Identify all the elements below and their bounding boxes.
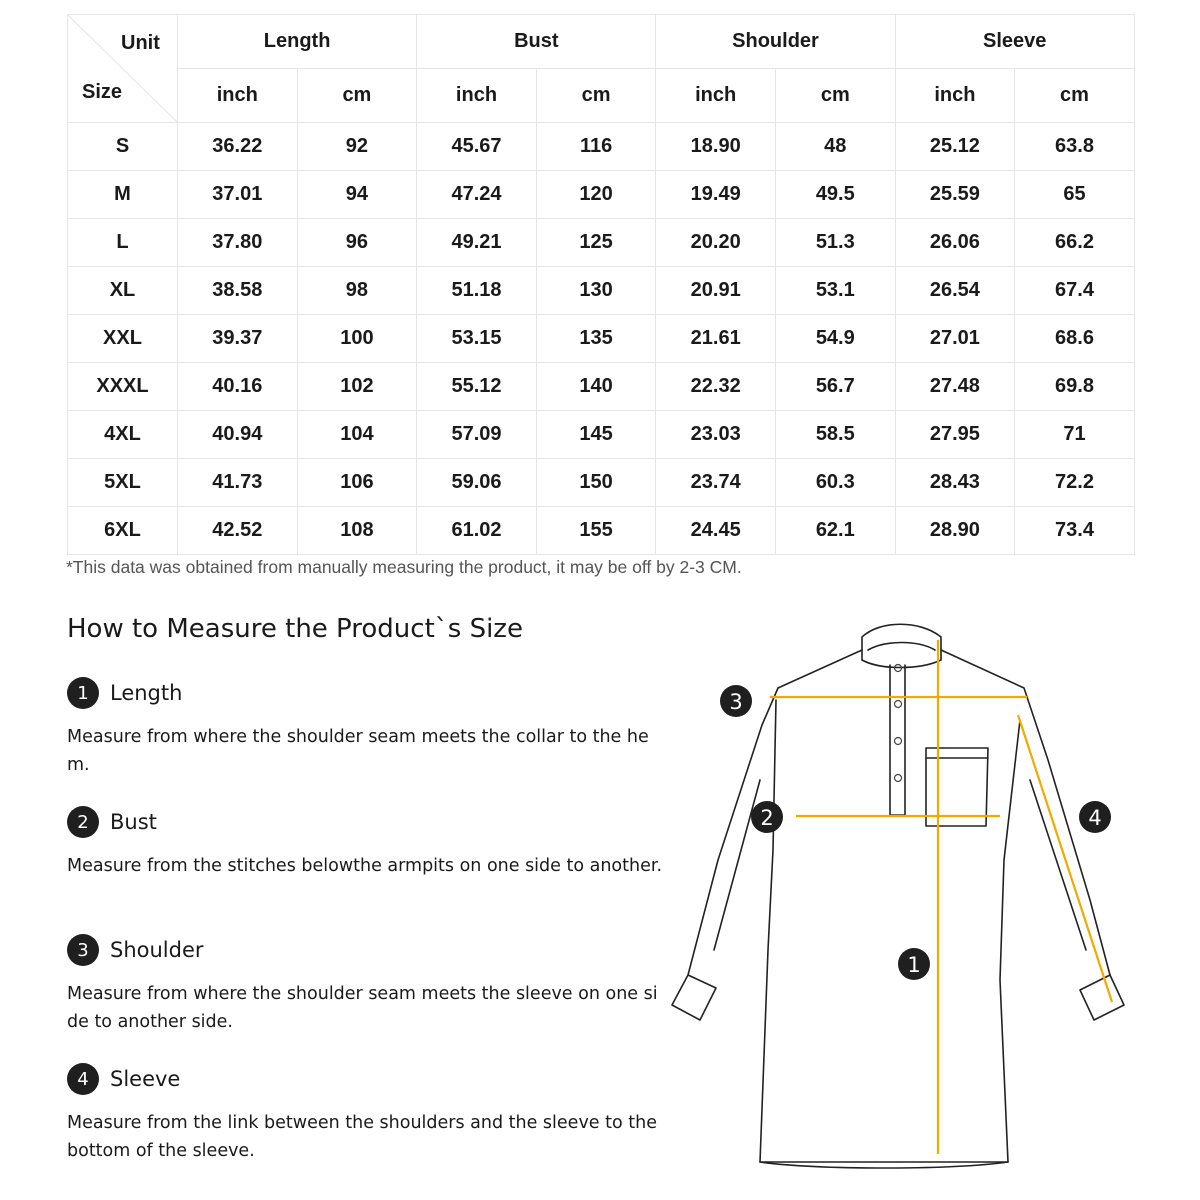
- value-cell: 108: [297, 507, 417, 555]
- value-cell: 18.90: [656, 123, 776, 171]
- marker-3-label: 3: [729, 690, 743, 714]
- value-cell: 27.01: [895, 315, 1015, 363]
- size-cell: M: [68, 171, 178, 219]
- value-cell: 69.8: [1015, 363, 1135, 411]
- value-cell: 125: [536, 219, 656, 267]
- step-description: Measure from where the shoulder seam meets the collar to the hem.: [67, 727, 649, 775]
- marker-3-badge: [720, 685, 752, 717]
- step-name: Length: [110, 681, 183, 705]
- value-cell: 37.01: [178, 171, 298, 219]
- value-cell: 104: [297, 411, 417, 459]
- value-cell: 51.3: [775, 219, 895, 267]
- value-cell: 19.49: [656, 171, 776, 219]
- unit-header-cell: inch: [895, 69, 1015, 123]
- value-cell: 49.21: [417, 219, 537, 267]
- step-description: Measure from the link between the shoulders and the sleeve to the bottom of the sleeve.: [67, 1113, 657, 1161]
- value-cell: 23.74: [656, 459, 776, 507]
- unit-header-cell: cm: [1015, 69, 1135, 123]
- table-row: [68, 315, 1135, 363]
- size-cell: XXXL: [68, 363, 178, 411]
- value-cell: 49.5: [775, 171, 895, 219]
- marker-2-badge: [751, 801, 783, 833]
- value-cell: 98: [297, 267, 417, 315]
- value-cell: 20.20: [656, 219, 776, 267]
- step-bust: [67, 806, 667, 880]
- size-chart-table: [67, 14, 1135, 555]
- value-cell: 22.32: [656, 363, 776, 411]
- marker-4-label: 4: [1088, 806, 1102, 830]
- value-cell: 41.73: [178, 459, 298, 507]
- corner-header-cell: [68, 15, 178, 123]
- value-cell: 73.4: [1015, 507, 1135, 555]
- step-length: [67, 677, 667, 779]
- value-cell: 63.8: [1015, 123, 1135, 171]
- value-cell: 65: [1015, 171, 1135, 219]
- value-cell: 26.06: [895, 219, 1015, 267]
- value-cell: 25.59: [895, 171, 1015, 219]
- value-cell: 62.1: [775, 507, 895, 555]
- value-cell: 48: [775, 123, 895, 171]
- value-cell: 38.58: [178, 267, 298, 315]
- step-number-badge: 2: [67, 806, 99, 838]
- table-group-header-row: [68, 15, 1135, 69]
- step-name: Sleeve: [110, 1067, 181, 1091]
- value-cell: 47.24: [417, 171, 537, 219]
- value-cell: 130: [536, 267, 656, 315]
- table-row: [68, 171, 1135, 219]
- value-cell: 68.6: [1015, 315, 1135, 363]
- size-cell: S: [68, 123, 178, 171]
- value-cell: 59.06: [417, 459, 537, 507]
- value-cell: 40.94: [178, 411, 298, 459]
- value-cell: 120: [536, 171, 656, 219]
- step-number-badge: 1: [67, 677, 99, 709]
- step-number-badge: 4: [67, 1063, 99, 1095]
- value-cell: 61.02: [417, 507, 537, 555]
- marker-badges: [720, 685, 1111, 980]
- group-header-sleeve: Sleeve: [895, 15, 1134, 69]
- value-cell: 145: [536, 411, 656, 459]
- guide-title: How to Measure the Product`s Size: [67, 614, 523, 644]
- unit-header-cell: cm: [775, 69, 895, 123]
- value-cell: 53.15: [417, 315, 537, 363]
- placket-buttons: [895, 665, 902, 782]
- value-cell: 55.12: [417, 363, 537, 411]
- group-header-length: Length: [178, 15, 417, 69]
- size-label: Size: [82, 81, 123, 103]
- value-cell: 57.09: [417, 411, 537, 459]
- unit-header-cell: cm: [297, 69, 417, 123]
- step-description: Measure from where the shoulder seam meets the sleeve on one side to another side.: [67, 984, 658, 1032]
- table-row: [68, 123, 1135, 171]
- unit-header-cell: inch: [656, 69, 776, 123]
- marker-2-label: 2: [760, 806, 774, 830]
- group-header-shoulder: Shoulder: [656, 15, 895, 69]
- value-cell: 51.18: [417, 267, 537, 315]
- value-cell: 155: [536, 507, 656, 555]
- value-cell: 24.45: [656, 507, 776, 555]
- value-cell: 150: [536, 459, 656, 507]
- size-cell: 4XL: [68, 411, 178, 459]
- table-unit-header-row: [68, 69, 1135, 123]
- value-cell: 135: [536, 315, 656, 363]
- value-cell: 140: [536, 363, 656, 411]
- value-cell: 26.54: [895, 267, 1015, 315]
- step-sleeve: [67, 1063, 667, 1165]
- size-cell: L: [68, 219, 178, 267]
- marker-4-badge: [1079, 801, 1111, 833]
- measurement-lines: [770, 640, 1112, 1154]
- value-cell: 42.52: [178, 507, 298, 555]
- value-cell: 27.95: [895, 411, 1015, 459]
- value-cell: 39.37: [178, 315, 298, 363]
- value-cell: 20.91: [656, 267, 776, 315]
- marker-1-badge: [898, 948, 930, 980]
- value-cell: 72.2: [1015, 459, 1135, 507]
- value-cell: 100: [297, 315, 417, 363]
- value-cell: 28.90: [895, 507, 1015, 555]
- step-shoulder: [67, 934, 667, 1036]
- table-row: [68, 459, 1135, 507]
- step-name: Shoulder: [110, 938, 204, 962]
- unit-header-cell: inch: [178, 69, 298, 123]
- unit-header-cell: inch: [417, 69, 537, 123]
- size-cell: XXL: [68, 315, 178, 363]
- value-cell: 94: [297, 171, 417, 219]
- value-cell: 40.16: [178, 363, 298, 411]
- value-cell: 37.80: [178, 219, 298, 267]
- value-cell: 96: [297, 219, 417, 267]
- value-cell: 67.4: [1015, 267, 1135, 315]
- step-number-badge: 3: [67, 934, 99, 966]
- size-cell: XL: [68, 267, 178, 315]
- value-cell: 56.7: [775, 363, 895, 411]
- group-header-bust: Bust: [417, 15, 656, 69]
- sleeve-measure-line: [1018, 715, 1112, 1002]
- value-cell: 92: [297, 123, 417, 171]
- step-description: Measure from the stitches belowthe armpits on one side to another.: [67, 856, 663, 876]
- value-cell: 102: [297, 363, 417, 411]
- table-row: [68, 363, 1135, 411]
- value-cell: 45.67: [417, 123, 537, 171]
- marker-1-label: 1: [907, 953, 921, 977]
- value-cell: 21.61: [656, 315, 776, 363]
- value-cell: 28.43: [895, 459, 1015, 507]
- table-row: [68, 267, 1135, 315]
- value-cell: 66.2: [1015, 219, 1135, 267]
- measurement-note: *This data was obtained from manually measuring the product, it may be off by 2-3 CM.: [66, 557, 742, 577]
- value-cell: 58.5: [775, 411, 895, 459]
- shirt-measurement-diagram: [660, 610, 1140, 1175]
- step-name: Bust: [110, 810, 157, 834]
- value-cell: 54.9: [775, 315, 895, 363]
- value-cell: 23.03: [656, 411, 776, 459]
- value-cell: 36.22: [178, 123, 298, 171]
- table-row: [68, 411, 1135, 459]
- unit-header-cell: cm: [536, 69, 656, 123]
- table-row: [68, 219, 1135, 267]
- value-cell: 53.1: [775, 267, 895, 315]
- value-cell: 106: [297, 459, 417, 507]
- size-cell: 6XL: [68, 507, 178, 555]
- value-cell: 27.48: [895, 363, 1015, 411]
- value-cell: 25.12: [895, 123, 1015, 171]
- value-cell: 71: [1015, 411, 1135, 459]
- size-cell: 5XL: [68, 459, 178, 507]
- value-cell: 116: [536, 123, 656, 171]
- value-cell: 60.3: [775, 459, 895, 507]
- unit-label: Unit: [121, 32, 160, 54]
- table-row: [68, 507, 1135, 555]
